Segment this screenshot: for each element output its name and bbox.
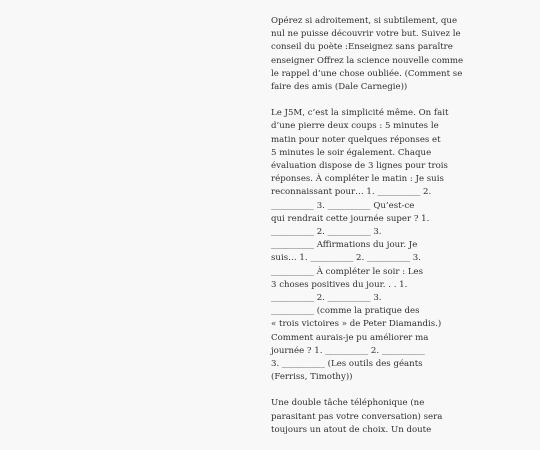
text-line: d’une pierre deux coups : 5 minutes le [271, 121, 439, 132]
paragraph-1 [271, 15, 469, 94]
text-line: 5 minutes le soir également. Chaque [271, 147, 432, 158]
text-line: évaluation dispose de 3 lignes pour trois [271, 161, 448, 172]
text-line: qui rendrait cette journée super ? 1. [271, 213, 430, 224]
text-line: suis… 1. __________ 2. __________ 3. [271, 253, 421, 264]
paragraph-2 [271, 107, 469, 384]
text-line: faire des amis (Dale Carnegie)) [271, 82, 408, 93]
text-line: 3. __________ (Les outils des géants [271, 359, 423, 370]
text-line: __________ À compléter le soir : Les [271, 266, 424, 277]
text-line: Comment aurais-je pu améliorer ma [271, 332, 429, 343]
text-line: enseigner Offrez la science nouvelle comme [271, 55, 464, 66]
text-line: matin pour noter quelques réponses et [271, 134, 441, 145]
text-line: __________ Affirmations du jour. Je [271, 240, 418, 251]
text-line: le rappel d’une chose oubliée. (Comment se [271, 68, 463, 79]
text-line: (Ferriss, Timothy)) [271, 372, 353, 383]
paragraph-3 [271, 397, 469, 437]
text-line: « trois victoires » de Peter Diamandis.) [271, 319, 442, 330]
text-line: conseil du poète :Enseignez sans paraître [271, 42, 453, 53]
text-line: __________ 3. __________ Qu’est-ce [271, 200, 415, 211]
text-line: Une double tâche téléphonique (ne [271, 398, 425, 409]
text-line: nul ne puisse découvrir votre but. Suivez le [271, 29, 461, 40]
text-line: parasitant pas votre conversation) sera [271, 411, 443, 422]
text-line: Opérez si adroitement, si subtilement, que [271, 16, 458, 26]
text-line: __________ 2. __________ 3. [271, 293, 382, 304]
text-line: Le J5M, c’est la simplicité même. On fait [271, 108, 449, 119]
text-column [271, 15, 469, 450]
text-line: réponses. À compléter le matin : Je suis [271, 174, 444, 185]
text-line: reconnaissant pour… 1. __________ 2. [271, 187, 432, 198]
text-line: __________ (comme la pratique des [271, 306, 420, 317]
text-line: __________ 2. __________ 3. [271, 227, 382, 238]
text-line: 3 choses positives du jour. . . 1. [271, 279, 408, 290]
text-line: toujours un atout de choix. Un doute [271, 424, 432, 435]
text-line: journée ? 1. __________ 2. __________ [271, 345, 425, 356]
